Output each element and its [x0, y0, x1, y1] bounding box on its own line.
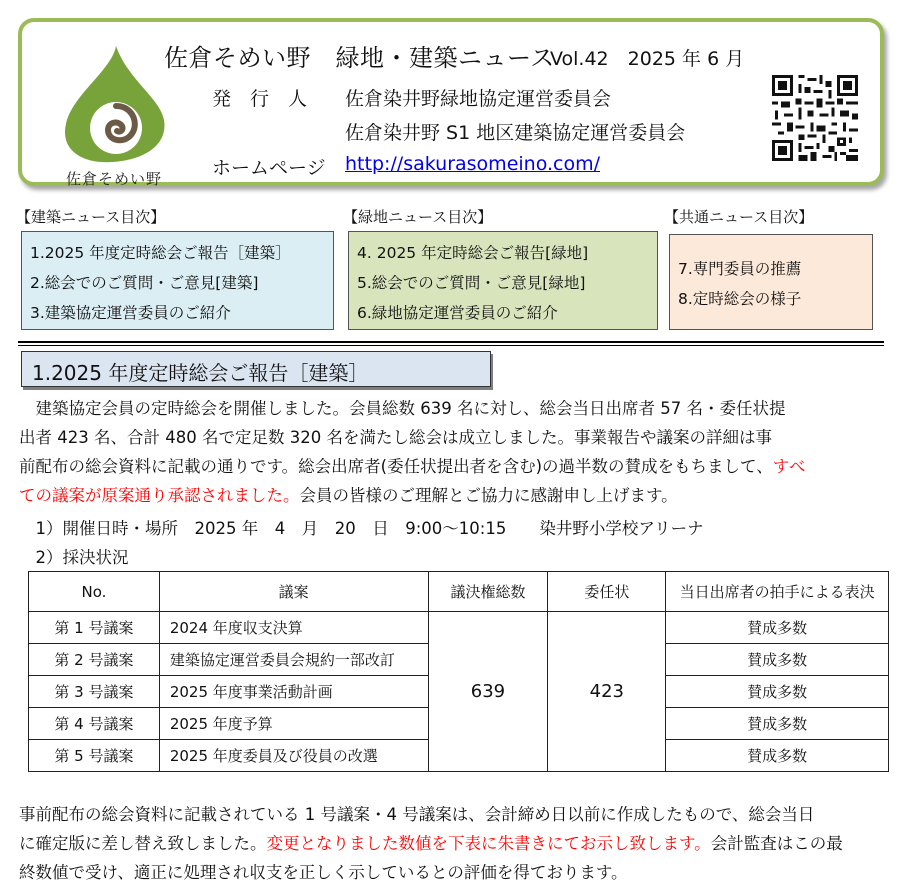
approval-highlight: ての議案が原案通り承認されました。	[19, 486, 300, 505]
toc-green-box	[348, 231, 658, 330]
homepage-link[interactable]: http://sakurasomeino.com/	[345, 153, 601, 175]
vote-result: 賛成多数	[666, 612, 889, 644]
volume-date: Vol.42 2025 年 6 月	[550, 48, 745, 70]
bill-title: 2025 年度予算	[159, 708, 428, 740]
bill-number: 第 3 号議案	[29, 676, 160, 708]
para-line: 終数値で受け、適正に処理され収支を正しく示しているとの評価を得ております。	[19, 863, 628, 882]
vote-result: 賛成多数	[666, 740, 889, 772]
homepage-label: ホームページ	[212, 157, 326, 179]
meeting-datetime-place: 1）開催日時・場所 2025 年 4 月 20 日 9:00～10:15 染井野小学校アリーナ	[19, 519, 704, 538]
toc-building-label: 【建築ニュース目次】	[16, 208, 166, 226]
newsletter-title: 佐倉そめい野 緑地・建築ニュース	[164, 44, 555, 72]
voting-status-label: 2）採決状況	[19, 548, 129, 567]
bill-number: 第 4 号議案	[29, 708, 160, 740]
table-header-row	[29, 572, 889, 612]
publisher-label: 発 行 人	[212, 88, 308, 110]
bill-number: 第 5 号議案	[29, 740, 160, 772]
toc-common-box	[669, 234, 873, 330]
newsletter-header	[18, 18, 884, 186]
toc-item[interactable]: 1.2025 年度定時総会ご報告［建築］	[30, 244, 291, 262]
toc-item[interactable]: 2.総会でのご質問・ご意見[建築]	[30, 274, 259, 292]
toc-item[interactable]: 5.総会でのご質問・ご意見[緑地]	[357, 274, 586, 292]
publisher-building-committee: 佐倉染井野 S1 地区建築協定運営委員会	[345, 122, 686, 144]
para-line: 出者 423 名、合計 480 名で定足数 320 名を満たし総会は成立しました。事業報告や議案の詳細は事	[19, 428, 772, 447]
total-votes: 639	[428, 612, 548, 772]
col-header-total-votes: 議決権総数	[428, 572, 548, 612]
qr-code-icon	[772, 75, 858, 161]
col-header-bill: 議案	[159, 572, 428, 612]
section-divider	[18, 341, 884, 346]
logo-text: 佐倉そめい野	[66, 170, 163, 188]
toc-item[interactable]: 6.緑地協定運営委員のご紹介	[357, 304, 558, 322]
bill-number: 第 1 号議案	[29, 612, 160, 644]
toc-item[interactable]: 3.建築協定運営委員のご紹介	[30, 304, 231, 322]
toc-green-label: 【緑地ニュース目次】	[343, 208, 493, 226]
toc-common-label: 【共通ニュース目次】	[664, 208, 814, 226]
proxy-count: 423	[548, 612, 666, 772]
col-header-proxies: 委任状	[548, 572, 666, 612]
col-header-no: No.	[29, 572, 160, 612]
toc-building-box	[21, 231, 334, 330]
bill-title: 2024 年度収支決算	[159, 612, 428, 644]
section-heading: 1.2025 年度定時総会ご報告［建築］	[21, 351, 491, 387]
correction-paragraph	[19, 800, 889, 885]
bill-title: 2025 年度委員及び役員の改選	[159, 740, 428, 772]
bill-number: 第 2 号議案	[29, 644, 160, 676]
vote-result: 賛成多数	[666, 676, 889, 708]
toc-item[interactable]: 8.定時総会の様子	[678, 290, 802, 308]
report-paragraph	[19, 394, 889, 510]
para-line: 前配布の総会資料に記載の通りです。総会出席者(委任状提出者を含む)の過半数の賛成をもちまして、	[19, 457, 773, 476]
col-header-floor-vote: 当日出席者の拍手による表決	[666, 572, 889, 612]
correction-highlight: 変更となりました数値を下表に朱書きにてお示し致します。	[266, 834, 711, 853]
para-line: に確定版に差し替え致しました。	[19, 834, 267, 853]
approval-highlight: すべ	[772, 457, 806, 476]
bill-title: 2025 年度事業活動計画	[159, 676, 428, 708]
para-line: 会計監査はこの最	[710, 834, 843, 853]
vote-result: 賛成多数	[666, 708, 889, 740]
toc-item[interactable]: 4. 2025 年定時総会ご報告[緑地]	[357, 244, 589, 262]
para-line: 会員の皆様のご理解とご協力に感謝申し上げます。	[299, 486, 678, 505]
para-line: 建築協定会員の定時総会を開催しました。会員総数 639 名に対し、総会当日出席者 57 名・委任状提	[19, 399, 786, 418]
bill-title: 建築協定運営委員会規約一部改訂	[159, 644, 428, 676]
publisher-green-committee: 佐倉染井野緑地協定運営委員会	[345, 88, 612, 110]
toc-item[interactable]: 7.専門委員の推薦	[678, 260, 802, 278]
vote-result: 賛成多数	[666, 644, 889, 676]
para-line: 事前配布の総会資料に記載されている 1 号議案・4 号議案は、会計締め日以前に作成したもので、総会当日	[19, 805, 815, 824]
table-row	[29, 612, 889, 644]
voting-results-table	[28, 571, 889, 772]
